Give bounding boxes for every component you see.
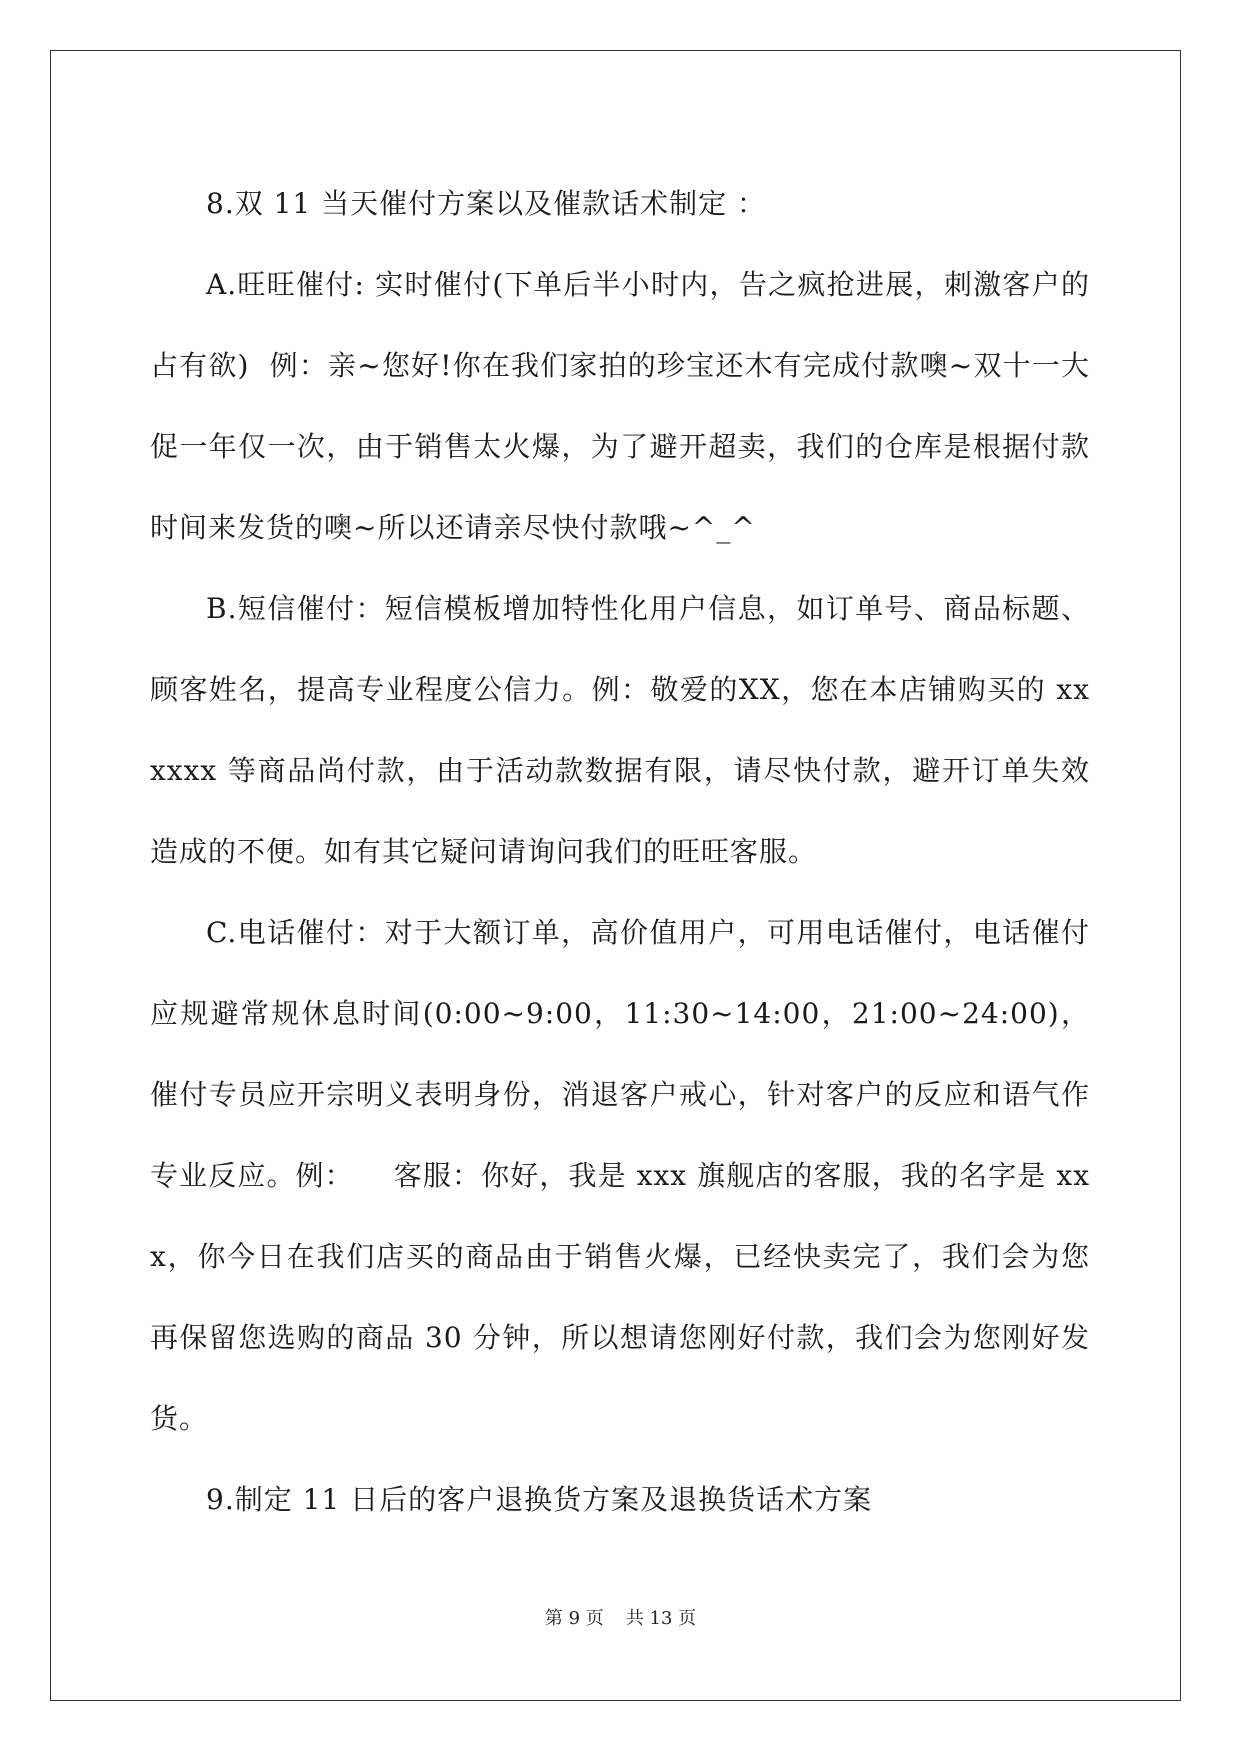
heading-paragraph-8: 8.双 11 当天催付方案以及催款话术制定 ： — [206, 187, 767, 220]
paragraph-wangwang-reminder: A.旺旺催付: 实时催付(下单后半小时内，告之疯抢进展，刺激客户的占有欲) 例：亲~您好!你在我们家拍的珍宝还木有完成付款噢~双十一大促一年仅一次，由于销售太火爆，为了避开超卖，我们的仓库是根据付款时间来发货的噢~所以还请亲尽快付款哦~^_^ — [150, 268, 1090, 544]
page-total: 共 13 页 — [625, 1608, 697, 1629]
heading-paragraph-9: 9.制定 11 日后的客户退换货方案及退换货话术方案 — [206, 1483, 873, 1516]
page-footer — [0, 1604, 1241, 1630]
paragraph-sms-reminder: B.短信催付：短信模板增加特性化用户信息，如订单号、商品标题、顾客姓名，提高专业程度公信力。例：敬爱的XX，您在本店铺购买的 xxxxxx 等商品尚付款，由于活动款数据有限，请尽快付款，避开订单失效造成的不便。如有其它疑问请询问我们的旺旺客服。 — [150, 592, 1090, 868]
paragraph-phone-reminder: C.电话催付：对于大额订单，高价值用户，可用电话催付，电话催付应规避常规休息时间(0:00~9:00，11:30~14:00，21:00~24:00)，催付专员应开宗明义表明身份，消退客户戒心，针对客户的反应和语气作专业反应。例： 客服：你好，我是 xxx 旗舰店的客服，我的名字是 xxx，你今日在我们店买的商品由于销售火爆，已经快卖完了，我们会为您再保留您选购的商品 30 分钟，所以想请您刚好付款，我们会为您刚好发货。 — [150, 916, 1090, 1435]
page-number: 第 9 页 — [544, 1608, 604, 1629]
document-body — [150, 163, 1090, 1540]
